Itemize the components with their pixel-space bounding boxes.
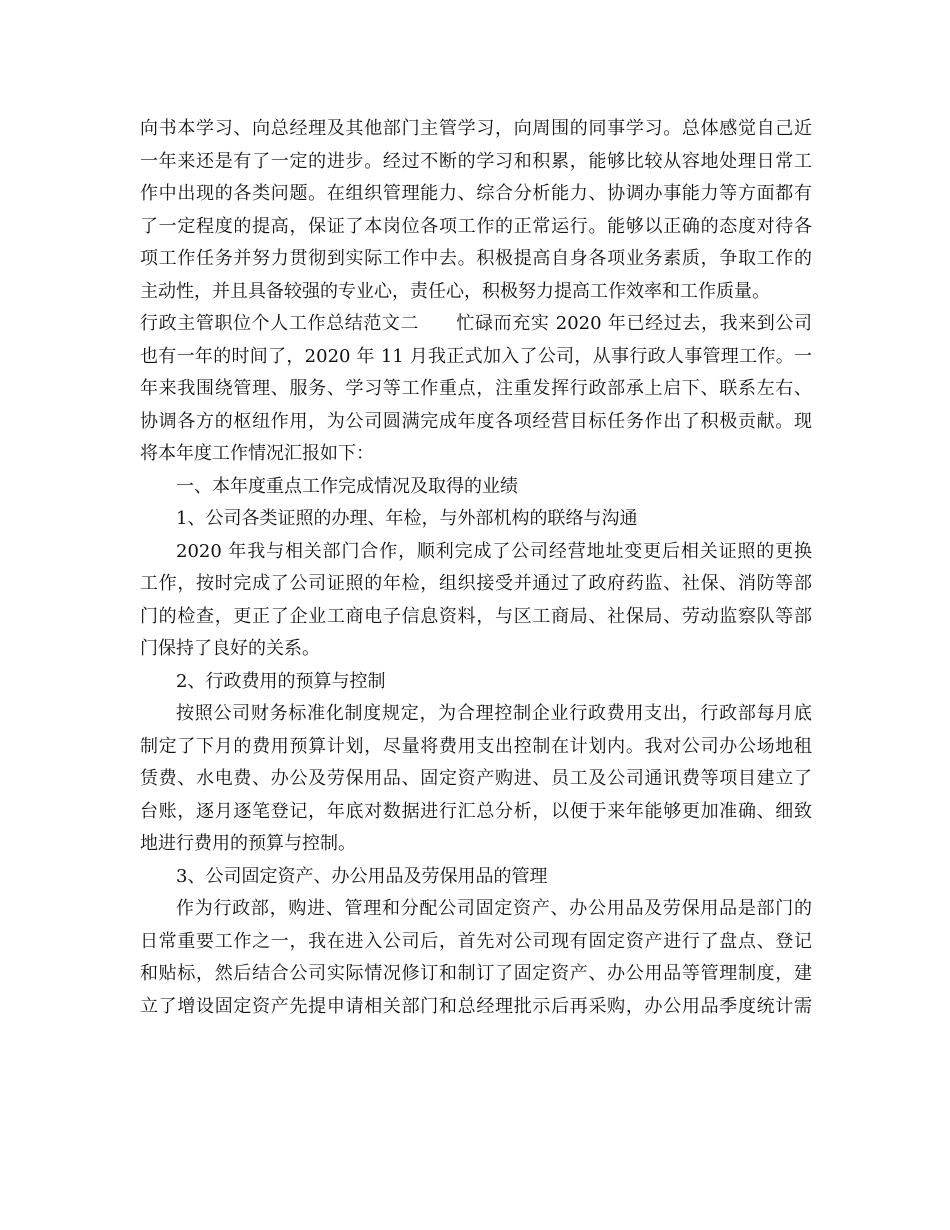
text-line: 立了增设固定资产先提申请相关部门和总经理批示后再采购，办公用品季度统计需	[140, 995, 812, 1017]
paragraph-first-line: 按照公司财务标准化制度规定，为合理控制企业行政费用支出，行政部每月底	[176, 703, 812, 724]
text-line: 制定了下月的费用预算计划，尽量将费用支出控制在计划内。我对公司办公场地租	[140, 735, 812, 757]
text-line: 也有一年的时间了，2020 年 11 月我正式加入了公司，从事行政人事管理工作。一	[140, 345, 812, 367]
section-title-line: 行政主管职位个人工作总结范文二 忙碌而充实 2020 年已经过去，我来到公司	[140, 313, 812, 334]
text-line: 主动性，并且具备较强的专业心，责任心，积极努力提高工作效率和工作质量。	[140, 280, 770, 302]
paragraph-first-line: 作为行政部，购进、管理和分配公司固定资产、办公用品及劳保用品是部门的	[176, 898, 812, 919]
paragraph-first-line: 2020 年我与相关部门合作，顺利完成了公司经营地址变更后相关证照的更换	[176, 540, 812, 562]
heading-line: 一、本年度重点工作完成情况及取得的业绩	[176, 475, 518, 497]
text-line: 工作，按时完成了公司证照的年检，组织接受并通过了政府药监、社保、消防等部	[140, 573, 812, 594]
text-line: 年来我围绕管理、服务、学习等工作重点，注重发挥行政部承上启下、联系左右、	[140, 378, 812, 399]
text-line: 一年来还是有了一定的进步。经过不断的学习和积累，能够比较从容地处理日常工	[140, 150, 812, 172]
document-body	[140, 113, 812, 1023]
text-line: 将本年度工作情况汇报如下：	[140, 443, 374, 464]
text-line: 了一定程度的提高，保证了本岗位各项工作的正常运行。能够以正确的态度对待各	[140, 215, 812, 237]
subheading-line: 3、公司固定资产、办公用品及劳保用品的管理	[176, 865, 548, 887]
subheading-line: 1、公司各类证照的办理、年检，与外部机构的联络与沟通	[176, 508, 638, 529]
text-line: 赁费、水电费、办公及劳保用品、固定资产购进、员工及公司通讯费等项目建立了	[140, 768, 812, 789]
text-line: 作中出现的各类问题。在组织管理能力、综合分析能力、协调办事能力等方面都有	[140, 183, 812, 204]
text-line: 协调各方的枢纽作用，为公司圆满完成年度各项经营目标任务作出了积极贡献。现	[140, 410, 812, 432]
text-line: 日常重要工作之一，我在进入公司后，首先对公司现有固定资产进行了盘点、登记	[140, 930, 812, 952]
text-line: 地进行费用的预算与控制。	[140, 833, 356, 854]
text-line: 台账，逐月逐笔登记，年底对数据进行汇总分析，以便于来年能够更加准确、细致	[140, 800, 812, 822]
text-line: 和贴标，然后结合公司实际情况修订和制订了固定资产、办公用品等管理制度，建	[140, 963, 812, 984]
text-line: 门保持了良好的关系。	[140, 638, 320, 659]
text-line: 向书本学习、向总经理及其他部门主管学习，向周围的同事学习。总体感觉自己近	[140, 118, 812, 139]
text-line: 门的检查，更正了企业工商电子信息资料，与区工商局、社保局、劳动监察队等部	[140, 605, 812, 627]
subheading-line: 2、行政费用的预算与控制	[176, 670, 386, 692]
text-line: 项工作任务并努力贯彻到实际工作中去。积极提高自身各项业务素质，争取工作的	[140, 248, 812, 269]
